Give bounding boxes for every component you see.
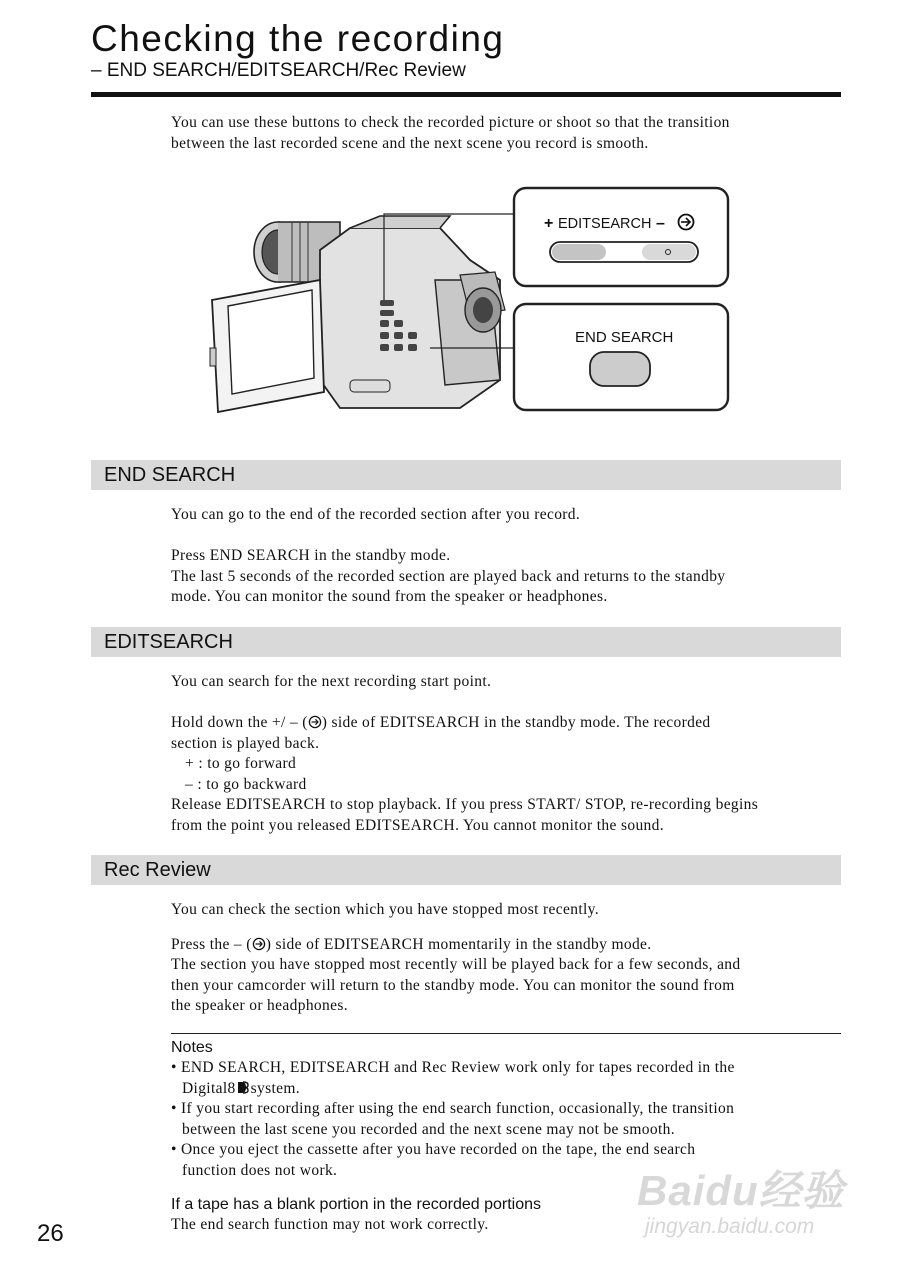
camcorder-illustration: [200, 180, 740, 420]
minus-sign: –: [656, 215, 665, 232]
endsearch-callout: [514, 304, 728, 410]
camcorder-body: [320, 216, 505, 408]
endsearch-label: END SEARCH: [575, 329, 674, 346]
tip-heading: If a tape has a blank portion in the recorded portions: [171, 1196, 542, 1213]
rec-review-icon: [308, 715, 322, 729]
page-subtitle: – END SEARCH/EDITSEARCH/Rec Review: [91, 60, 466, 81]
editsearch-rocker-button[interactable]: [550, 242, 698, 262]
section-end-search-body: You can go to the end of the recorded section after you record. Press END SEARCH in the standby mode. The last 5 seconds of the recorded section are played back and returns to the standby mode. You can monitor the sound from the speaker or headphones.: [171, 506, 726, 605]
intro-paragraph: You can use these buttons to check the recorded picture or shoot so that the transition between the last recorded scene and the next scene you record is smooth.: [171, 114, 730, 152]
notes-heading: Notes: [171, 1039, 213, 1056]
section-rec-review-body: You can check the section which you have stopped most recently. Press the – ( ) side of EDITSEARCH momentarily in the standby mode. The section you have stopped most recently will be played back for a few seconds, and then your camcorder will return to the standby mode. You can monitor the sound from the speaker or headphones.: [171, 901, 741, 1014]
page-title: Checking the recording: [91, 18, 505, 59]
watermark-url: jingyan.baidu.com: [645, 1215, 815, 1238]
notes-divider: [171, 1033, 841, 1034]
editsearch-callout: [514, 188, 728, 286]
tip-text: The end search function may not work correctly.: [171, 1216, 489, 1233]
section-editsearch-body: You can search for the next recording start point. Hold down the +/ – ( ) side of EDITSEARCH in the standby mode. The recorded section is played back. + : to go forward – : to go backward Release EDITSEARCH to stop playback. If you press START/ STOP, re-recording begins from the point you released EDITSEARCH. You cannot monitor the sound.: [171, 673, 759, 834]
note-item: • Once you eject the cassette after you have recorded on the tape, the end search: [171, 1141, 696, 1158]
watermark-logo: Baidu经验: [637, 1167, 845, 1214]
section-rec-review-header: Rec Review: [91, 855, 841, 885]
notes-list: • END SEARCH, EDITSEARCH and Rec Review work only for tapes recorded in the Digital8 system. • If you start recording after using the end search function, occasionally, the transition between the last scene you recorded and the next scene may not be smooth. • Once you eject the cassette after you have recorded on the tape, the end search function does not work.: [171, 1058, 843, 1181]
page-number: 26: [37, 1220, 64, 1247]
plus-sign: +: [544, 215, 554, 232]
lcd-panel: [210, 280, 324, 412]
note-item: • If you start recording after using the end search function, occasionally, the transition: [171, 1100, 735, 1117]
section-end-search-header: END SEARCH: [91, 460, 841, 490]
editsearch-label: EDITSEARCH: [558, 216, 652, 232]
digital8-logo-icon: [237, 1081, 249, 1094]
note-item: • END SEARCH, EDITSEARCH and Rec Review work only for tapes recorded in the: [171, 1059, 735, 1076]
endsearch-button[interactable]: [590, 352, 650, 386]
rec-review-icon: [252, 937, 266, 951]
section-editsearch-header: EDITSEARCH: [91, 627, 841, 657]
title-rule: [91, 92, 841, 97]
